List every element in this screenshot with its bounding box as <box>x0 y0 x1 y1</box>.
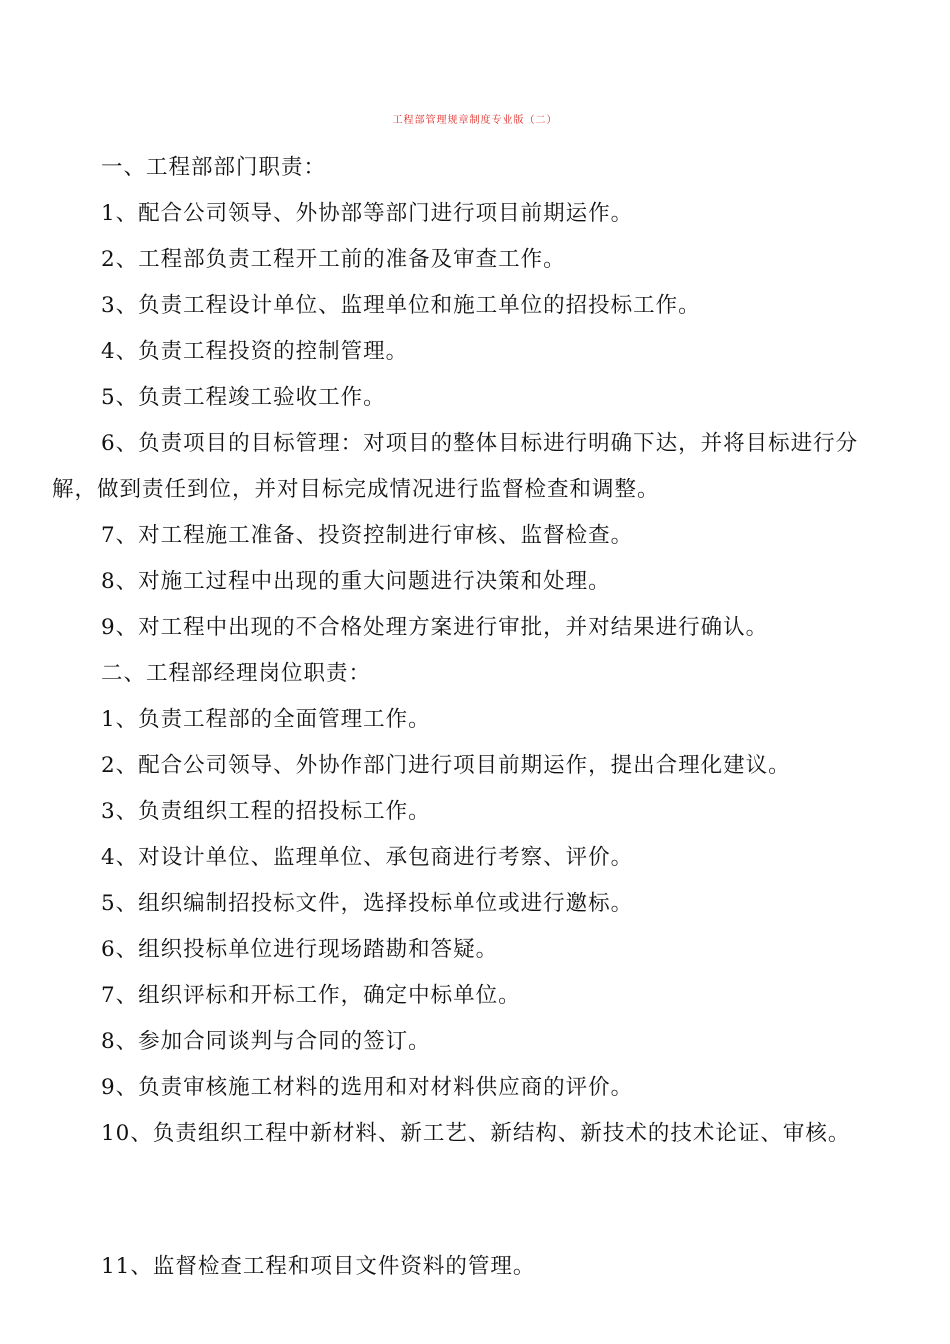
paragraph-line: 8、参加合同谈判与合同的签订。 <box>101 1029 431 1054</box>
paragraph-line: 5、组织编制招投标文件，选择投标单位或进行邀标。 <box>101 891 634 916</box>
paragraph-line: 3、负责工程设计单位、监理单位和施工单位的招投标工作。 <box>101 293 701 318</box>
paragraph-line: 3、负责组织工程的招投标工作。 <box>101 799 431 824</box>
paragraph-line: 4、对设计单位、监理单位、承包商进行考察、评价。 <box>101 845 634 870</box>
paragraph-line: 1、配合公司领导、外协部等部门进行项目前期运作。 <box>101 201 634 226</box>
paragraph-line: 7、组织评标和开标工作，确定中标单位。 <box>101 983 521 1008</box>
paragraph-line: 2、配合公司领导、外协作部门进行项目前期运作，提出合理化建议。 <box>101 753 791 778</box>
paragraph-line: 8、对施工过程中出现的重大问题进行决策和处理。 <box>101 569 611 594</box>
paragraph-line: 6、组织投标单位进行现场踏勘和答疑。 <box>101 937 499 962</box>
paragraph-line: 9、负责审核施工材料的选用和对材料供应商的评价。 <box>101 1075 634 1100</box>
paragraph-line-continuation: 解，做到责任到位，并对目标完成情况进行监督检查和调整。 <box>52 477 660 502</box>
paragraph-line: 10、负责组织工程中新材料、新工艺、新结构、新技术的技术论证、审核。 <box>101 1121 851 1146</box>
paragraph-line: 1、负责工程部的全面管理工作。 <box>101 707 431 732</box>
paragraph-line: 2、工程部负责工程开工前的准备及审查工作。 <box>101 247 566 272</box>
section-heading-1: 一、工程部部门职责： <box>101 155 327 180</box>
paragraph-line: 11、监督检查工程和项目文件资料的管理。 <box>101 1254 536 1279</box>
paragraph-line: 6、负责项目的目标管理：对项目的整体目标进行明确下达，并将目标进行分 <box>101 431 859 456</box>
paragraph-line: 4、负责工程投资的控制管理。 <box>101 339 409 364</box>
paragraph-line: 9、对工程中出现的不合格处理方案进行审批，并对结果进行确认。 <box>101 615 769 640</box>
document-title: 工程部管理规章制度专业版（二） <box>392 115 558 126</box>
paragraph-line: 7、对工程施工准备、投资控制进行审核、监督检查。 <box>101 523 634 548</box>
paragraph-line: 5、负责工程竣工验收工作。 <box>101 385 386 410</box>
section-heading-2: 二、工程部经理岗位职责： <box>101 661 372 686</box>
